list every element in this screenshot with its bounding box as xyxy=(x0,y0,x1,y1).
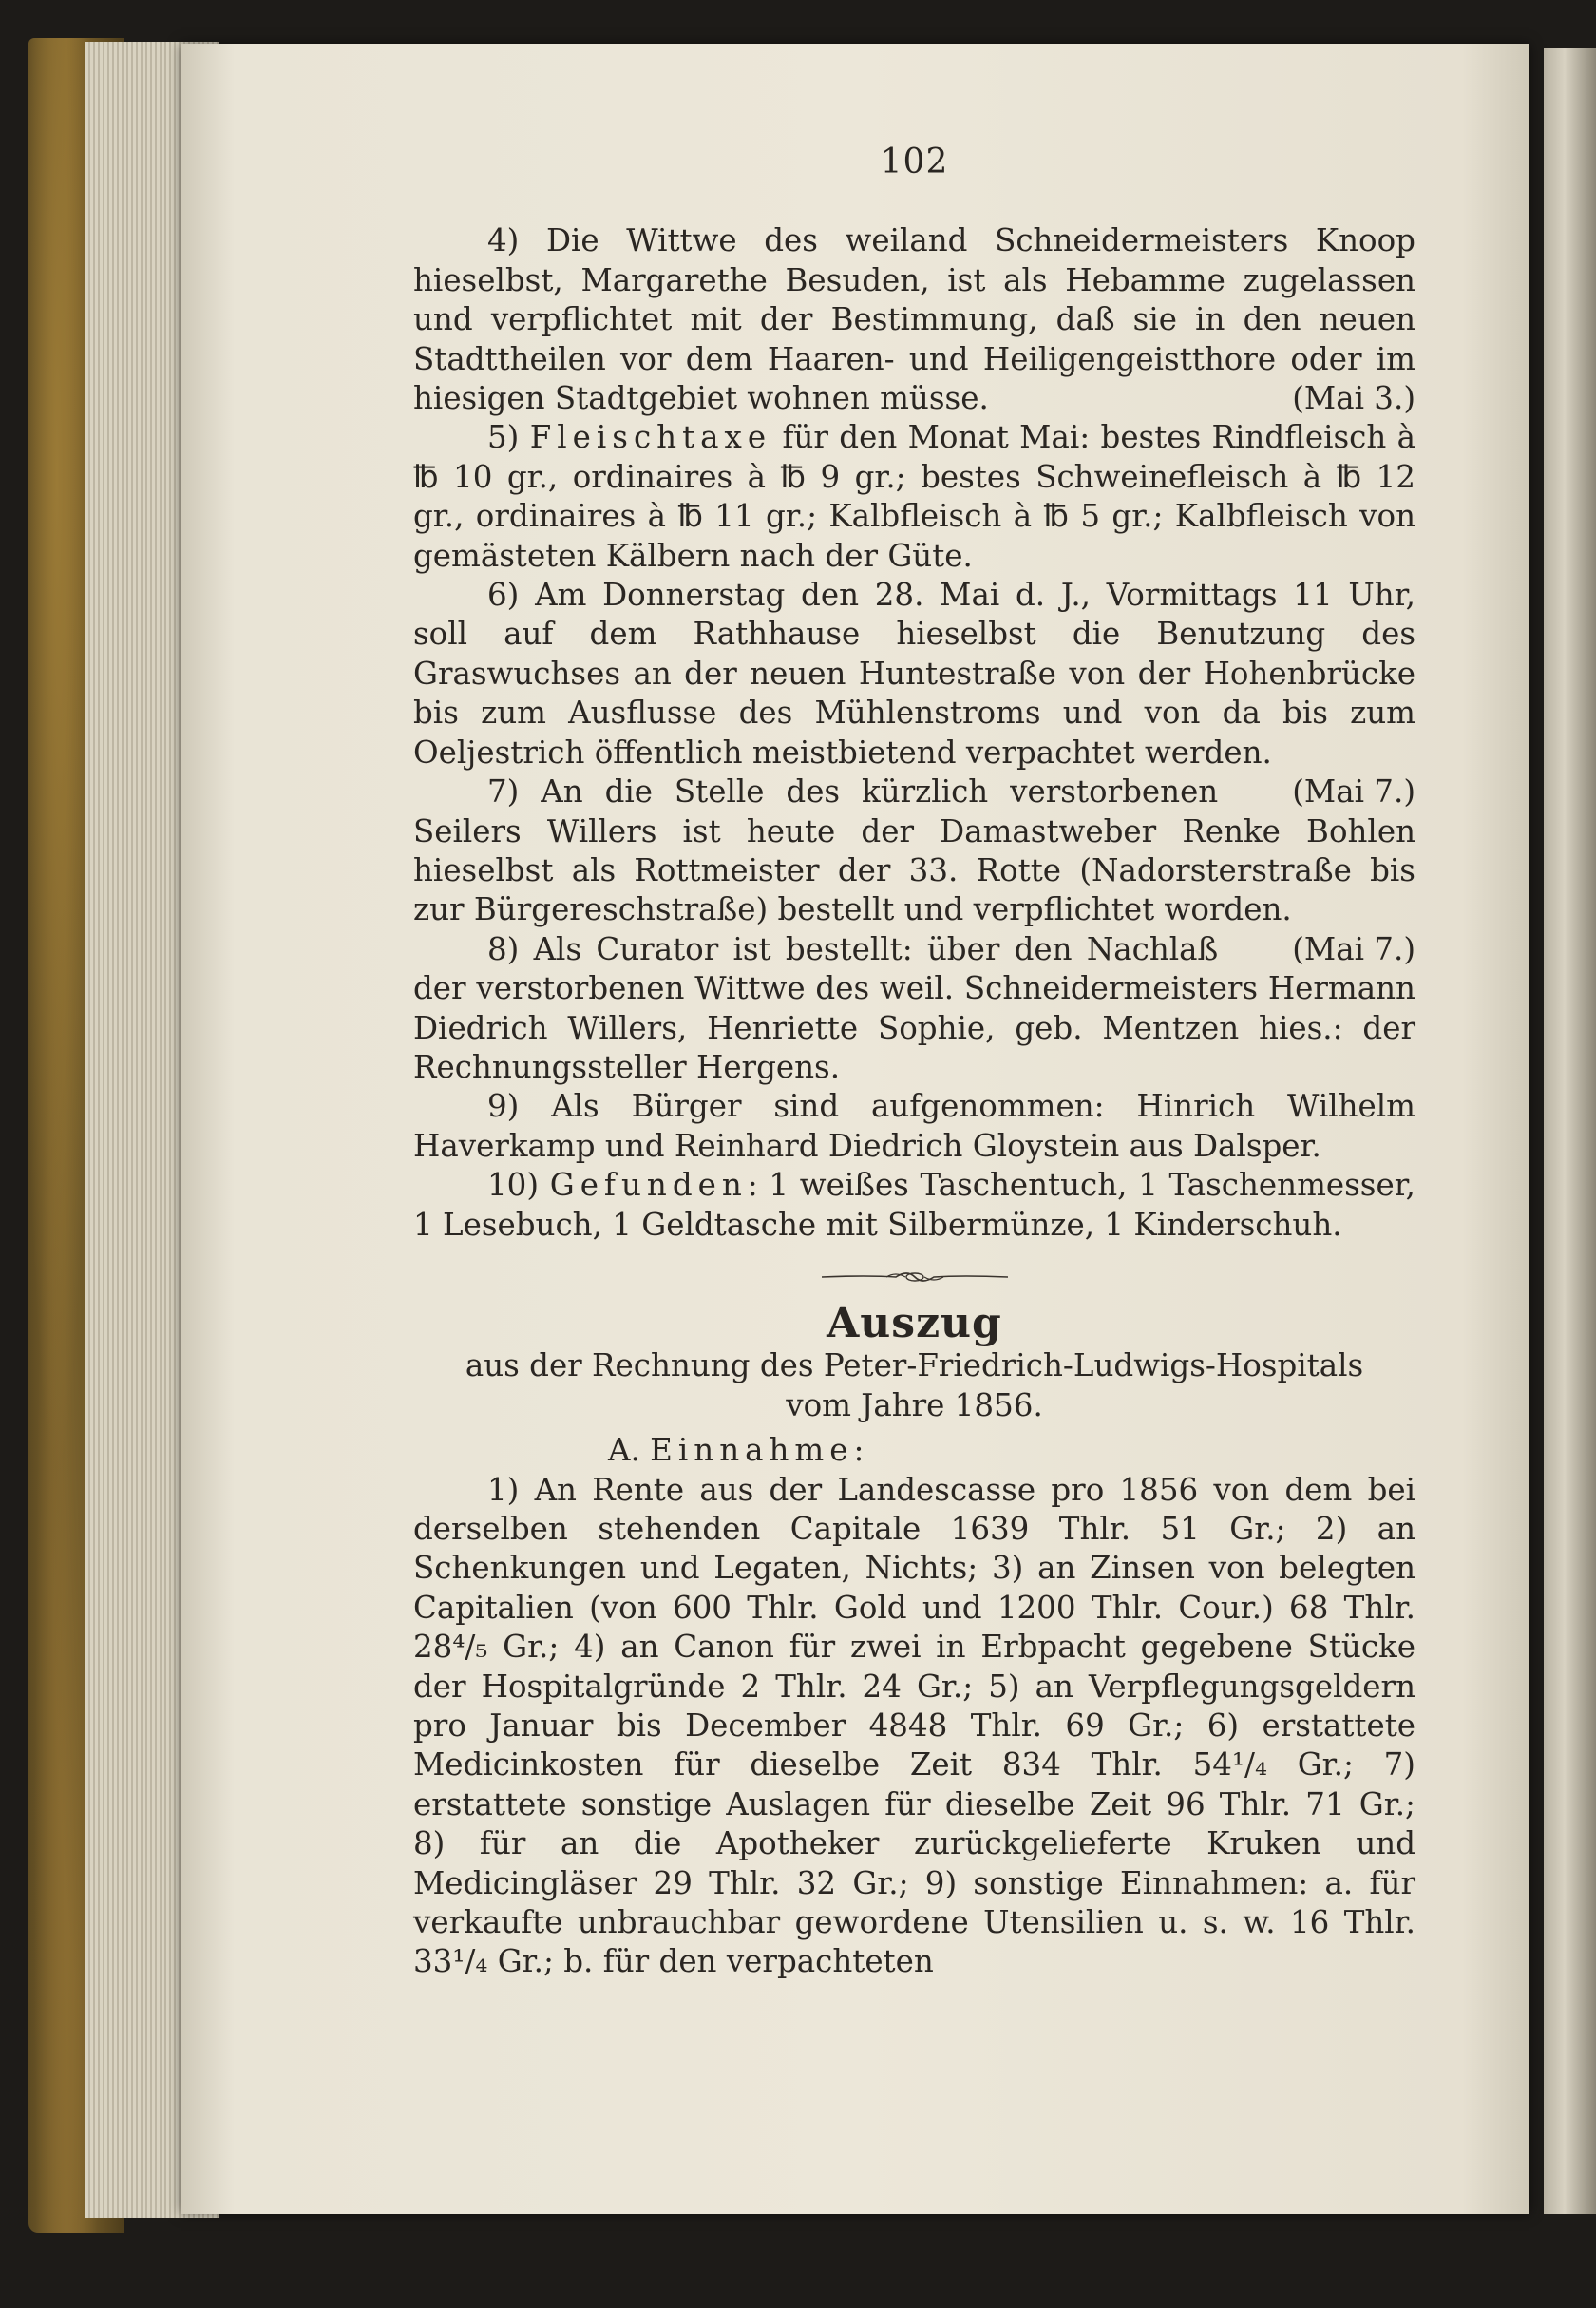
notice-text: : 1 weißes Taschentuch, 1 Taschenmesser, 1 Lesebuch, 1 Geldtasche mit Silbermünze, 1 Kinderschuh. xyxy=(413,1167,1416,1243)
notice-date: (Mai 3.) xyxy=(1292,380,1416,417)
notice-text: 7) An die Stelle des kürzlich verstorbenen Seilers Willers ist heute der Damastweber Renke Bohlen hieselbst als Rottmeister der 33. Rotte (Nadorsterstraße bis zur Bürgereschstraße) bestellt und verpflichtet worden. xyxy=(413,773,1416,928)
notice-text: 6) Am Donnerstag den 28. Mai d. J., Vormittags 11 Uhr, soll auf dem Rathhause hieselbst die Benutzung des Graswuchses an der neuen Huntestraße von der Hohenbrücke bis zum Ausflusse des Mühlenstroms und von da bis zum Oeljestrich öffentlich meistbietend verpachtet werden. xyxy=(413,577,1416,771)
notice-5 xyxy=(413,418,1416,576)
notice-keyword: Gefunden xyxy=(549,1167,748,1204)
notice-text: für den Monat Mai: bestes Rindfleisch à ℔ 10 gr., ordinaires à ℔ 9 gr.; bestes Schweinefleisch à ℔ 12 gr., ordinaires à ℔ 11 gr.; Kalbfleisch à ℔ 5 gr.; Kalbfleisch von gemästeten Kälbern nach der Güte. xyxy=(413,419,1416,574)
notice-lead: 10) xyxy=(487,1167,550,1204)
page-text xyxy=(413,143,1416,1982)
section-subheading: aus der Rechnung des Peter-Friedrich-Ludwigs-Hospitals xyxy=(465,1347,1364,1384)
notice-6 xyxy=(413,576,1416,811)
facing-page-edge xyxy=(1544,48,1596,2214)
einnahme-prefix: A. xyxy=(608,1432,651,1469)
notice-date: (Mai 7.) xyxy=(1292,773,1416,811)
section-heading: Auszug xyxy=(826,1298,1002,1347)
notice-4 xyxy=(413,221,1416,418)
einnahme-body: 1) An Rente aus der Landescasse pro 1856 von dem bei derselben stehenden Capitale 1639 Thlr. 51 Gr.; 2) an Schenkungen und Legaten, Nichts; 3) an Zinsen von belegten Capitalien (von 600 Thlr. Gold und 1200 Thlr. Cour.) 68 Thlr. 28⁴/₅ Gr.; 4) an Canon für zwei in Erbpacht gegebene Stücke der Hospitalgründe 2 Thlr. 24 Gr.; 5) an Verpflegungsgeldern pro Januar bis December 4848 Thlr. 69 Gr.; 6) erstattete Medicinkosten für dieselbe Zeit 834 Thlr. 54¹/₄ Gr.; 7) erstattete sonstige Auslagen für dieselbe Zeit 96 Thlr. 71 Gr.; 8) für an die Apotheker zurückgelieferte Kruken und Medicingläser 29 Thlr. 32 Gr.; 9) sonstige Einnahmen: a. für verkaufte unbrauchbar gewordene Utensilien u. s. w. 16 Thlr. 33¹/₄ Gr.; b. für den verpachteten xyxy=(413,1471,1416,1980)
ornament-divider-icon xyxy=(820,1266,1010,1288)
section-year: vom Jahre 1856. xyxy=(786,1386,1043,1423)
notice-lead: 5) xyxy=(487,419,530,456)
notice-text: 4) Die Wittwe des weiland Schneidermeisters Knoop hieselbst, Margarethe Besuden, ist als Hebamme zugelassen und verpflichtet mit der Bestimmung, daß sie in den neuen Stadttheilen vor dem Haaren- und Heiligengeistthore oder im hiesigen Stadtgebiet wohnen müsse. xyxy=(413,222,1416,417)
notice-text: 9) Als Bürger sind aufgenommen: Hinrich Wilhelm Haverkamp und Reinhard Diedrich Gloystein aus Dalsper. xyxy=(413,1088,1416,1164)
notice-keyword: Fleischtaxe xyxy=(529,419,772,456)
einnahme-label xyxy=(608,1431,1416,1470)
notice-date: (Mai 7.) xyxy=(1292,930,1416,967)
page-number: 102 xyxy=(880,143,949,181)
notice-9 xyxy=(413,1087,1416,1166)
einnahme-title: Einnahme: xyxy=(650,1432,870,1469)
notice-text: 8) Als Curator ist bestellt: über den Nachlaß der verstorbenen Wittwe des weil. Schneidermeisters Hermann Diedrich Willers, Henriette Sophie, geb. Mentzen hies.: der Rechnungssteller Hergens. xyxy=(413,930,1416,1085)
notice-10 xyxy=(413,1166,1416,1245)
